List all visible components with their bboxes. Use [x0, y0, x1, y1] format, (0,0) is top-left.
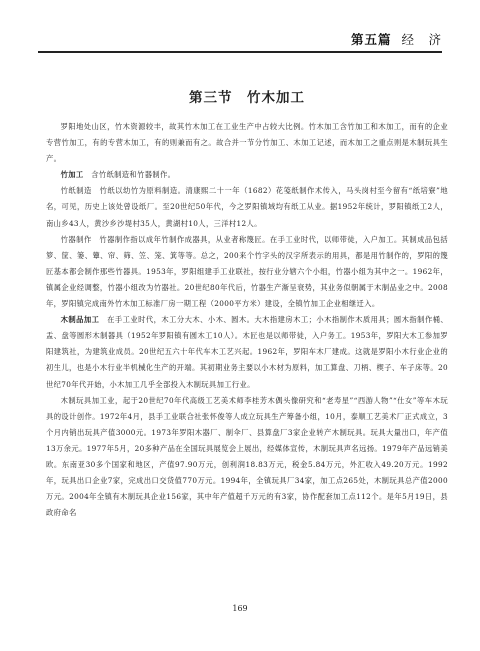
paragraph-text: 罗阳地处山区，竹木资源较丰，故其竹木加工在工业生产中占较大比例。竹木加工含竹加工和木加工，而有的企业专营竹加工，有的专营木加工，有的则兼而有之。故合并一节分竹加工、木加工记述，而木加工之重点则是木制玩具生产。 [46, 122, 448, 164]
running-header [0, 0, 480, 62]
paragraph [46, 393, 448, 522]
paragraph [46, 312, 448, 392]
chapter-label: 第五篇 [350, 32, 392, 47]
page-number: 169 [232, 604, 248, 613]
header-rule [38, 51, 442, 53]
page-body [46, 86, 448, 521]
paragraph-lead: 木制品加工 [60, 315, 100, 325]
paragraph-text: 含竹纸制造和竹器制作。 [83, 170, 176, 180]
paragraph [46, 167, 448, 183]
paragraph-text: 木制玩具加工业，起于20世纪70年代高级工艺美术师李桂芳木偶头像研究和“老寿星”“西游人物”“仕女”等车木玩具的设计创作。1972年4月，县手工业联合社张怀俊等人成立玩具生产筹备小组，10月，泰顺工艺美术厂正式成立，3个月内销出玩具产值3000元。1973年罗阳木器厂、制伞厂、县算盘厂3家企业转产木制玩具。玩具大量出口，年产值13万余元。1977年5月，20多种产品在全国玩具展览会上展出，经媒体宣传，木制玩具声名远扬。1979年产品远销美欧。东南亚30多个国家和地区，产值97.90万元，创利润18.83万元，税金5.84万元，外汇收入49.20万元。1992年，玩具出口企业7家，完成出口交货值770万元。1994年，全镇玩具厂34家，加工点265处，木制玩具总产值2000万元。2004年全镇有木制玩具企业156家，其中年产值超千万元的有3家，协作配套加工点112个。是年5月19日，县政府命名 [46, 395, 448, 518]
chapter-heading [351, 30, 442, 48]
section-title: 第三节 竹木加工 [189, 90, 305, 106]
paragraph-lead: 竹加工 [60, 170, 84, 180]
paragraph [46, 119, 448, 167]
paragraph-text: 在手工业时代，木工分大木、小木、圆木。大木指建房木工；小木指制作木质用具；圆木指制作桶、盂、盘等圆形木制器具（1952年罗阳镇有圆木工10人）。木匠也是以师带徒，入户务工。1953年，罗阳大木工参加罗阳建筑社，为建筑业成员。20世纪五六十年代车木工艺兴起。1962年，罗阳车木厂建成。这就是罗阳小木行业企业的初生儿，也是小木行业半机械化生产的开端。其初期业务主要以小木材为原料，加工算盘、刀柄、楔子、车子床等。20世纪70年代开始，小木加工几乎全部投入木制玩具加工行业。 [46, 315, 449, 389]
paragraph [46, 183, 448, 231]
chapter-title: 经 济 [401, 32, 442, 47]
paragraph [46, 232, 448, 312]
paragraph-text: 竹纸制造 竹纸以幼竹为原料制造。清康熙二十一年（1682）花笺纸制作术传入，马头岗村至今留有“纸培寮”地名，可见，历史上该处曾设纸厂。至20世纪50年代，今之罗阳镇域均有纸工从业。据1952年统计，罗阳镇纸工2人，南山乡43人，黄沙乡沙堤村35人，黄湖村10人，三洋村12人。 [46, 186, 448, 228]
paragraph-text: 竹器制作 竹器制作指以成年竹制作成器具，从业者称篾匠。在手工业时代，以师带徒，入户加工。其制成品包括箩、筐、篓、簟、帘、筛、笠、笼、箕等等。总之，200来个竹字头的汉字所表示的用具，都是用竹制作的，罗阳的篾匠基本都会制作那些竹器具。1953年，罗阳组建手工业联社，按行业分辖六个小组，竹器小组为其中之一。1962年，镇属企业经调整，竹器小组改为竹器社。20世纪80年代后，竹器生产渐呈衰势，其业务似朝属于木制品业之中。2008年，罗阳镇完成南外竹木加工标准厂房一期工程（2000平方米）建设，全镇竹加工企业相继迁入。 [46, 234, 448, 309]
